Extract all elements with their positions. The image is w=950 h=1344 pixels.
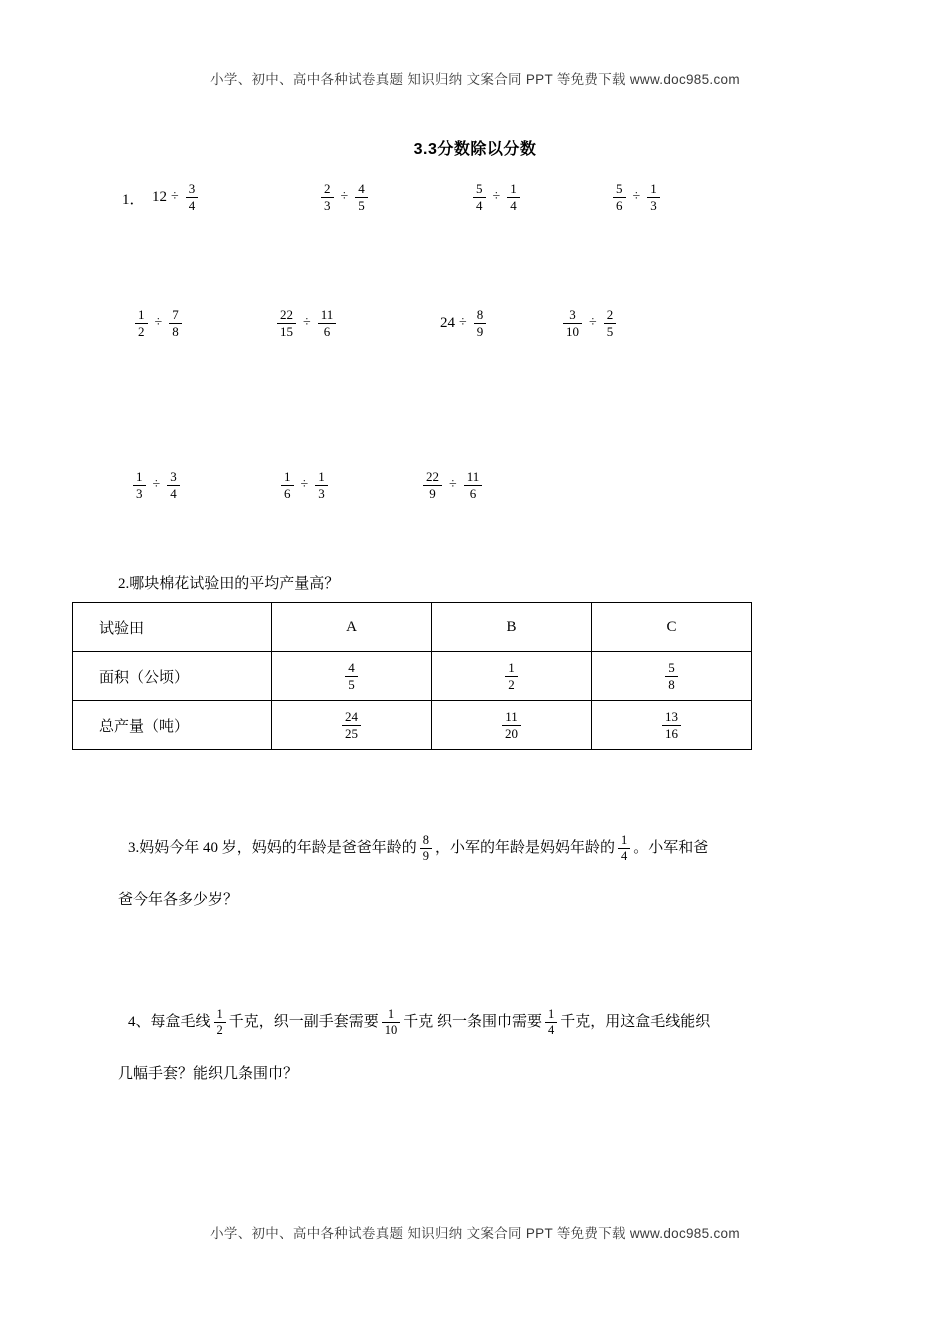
denominator: 6 <box>323 323 331 339</box>
fraction <box>169 308 182 338</box>
exercise-2-3 <box>440 308 489 338</box>
question-4-line-1 <box>128 1000 710 1044</box>
fraction <box>315 470 328 500</box>
table-header-row <box>73 603 752 652</box>
fraction <box>604 308 617 338</box>
fraction <box>281 470 294 500</box>
q3-text-part-2: ，小军的年龄是妈妈年龄的 <box>435 840 616 856</box>
denominator: 9 <box>429 485 436 501</box>
numerator: 1 <box>315 470 328 486</box>
numerator: 8 <box>420 834 432 849</box>
denominator: 2 <box>216 1023 223 1038</box>
cotton-field-table <box>72 602 752 750</box>
question-3-line-2: 爸今年各多少岁？ <box>118 892 239 908</box>
numerator: 11 <box>318 308 337 324</box>
exercise-3-3 <box>420 470 485 500</box>
numerator: 5 <box>473 182 486 198</box>
denominator: 8 <box>668 676 675 692</box>
fraction <box>647 182 660 212</box>
operator: ÷ <box>152 477 161 493</box>
numerator: 11 <box>464 470 483 486</box>
question-4-line-2: 几幅手套？能织几条围巾？ <box>118 1066 299 1082</box>
fraction <box>474 308 487 338</box>
fraction <box>423 470 442 500</box>
denominator: 4 <box>548 1023 555 1038</box>
row-label: 面积（公顷） <box>73 652 272 701</box>
denominator: 10 <box>566 323 579 339</box>
operator: ÷ <box>492 189 501 205</box>
table-row <box>73 652 752 701</box>
operator: ÷ <box>300 477 309 493</box>
fraction <box>563 308 582 338</box>
denominator: 10 <box>384 1023 398 1038</box>
denominator: 8 <box>172 323 179 339</box>
denominator: 5 <box>358 197 365 213</box>
numerator: 3 <box>563 308 582 324</box>
fraction <box>473 182 486 212</box>
q3-text-part-1: 3.妈妈今年 40 岁，妈妈的年龄是爸爸年龄的 <box>128 840 417 856</box>
numerator: 7 <box>169 308 182 324</box>
numerator: 1 <box>507 182 520 198</box>
fraction <box>618 834 630 863</box>
numerator: 1 <box>647 182 660 198</box>
question-1-number: 1． <box>122 192 145 208</box>
exercise-3-2 <box>278 470 331 500</box>
operator: ÷ <box>632 189 641 205</box>
operand-whole: 12 <box>152 188 167 205</box>
numerator: 1 <box>618 834 630 849</box>
numerator: 2 <box>321 182 334 198</box>
exercise-1-2 <box>318 182 371 212</box>
denominator: 4 <box>170 485 177 501</box>
denominator: 16 <box>665 725 678 741</box>
numerator: 4 <box>355 182 368 198</box>
numerator: 11 <box>502 710 521 726</box>
denominator: 9 <box>422 849 430 864</box>
numerator: 4 <box>345 661 358 677</box>
table-cell <box>272 652 432 701</box>
table-header-cell: 试验田 <box>73 603 272 652</box>
fraction <box>662 710 681 740</box>
fraction <box>345 661 358 691</box>
fraction <box>613 182 626 212</box>
operator: ÷ <box>589 315 597 331</box>
fraction <box>186 182 199 212</box>
denominator: 15 <box>280 323 293 339</box>
numerator: 1 <box>505 661 518 677</box>
fraction <box>505 661 518 691</box>
numerator: 1 <box>133 470 146 486</box>
numerator: 22 <box>423 470 442 486</box>
denominator: 4 <box>510 197 517 213</box>
denominator: 20 <box>505 725 518 741</box>
denominator: 4 <box>621 849 628 864</box>
numerator: 1 <box>545 1008 557 1023</box>
table-cell <box>592 652 752 701</box>
table-cell <box>432 701 592 750</box>
numerator: 5 <box>613 182 626 198</box>
denominator: 9 <box>476 323 484 339</box>
table-cell <box>592 701 752 750</box>
denominator: 5 <box>348 676 355 692</box>
fraction <box>545 1008 557 1037</box>
footer-watermark-note: 小学、初中、高中各种试卷真题 知识归纳 文案合同 PPT 等免费下载 www.doc985.com <box>210 1226 740 1241</box>
denominator: 3 <box>650 197 657 213</box>
numerator: 1 <box>214 1008 226 1023</box>
fraction <box>277 308 296 338</box>
q4-text-part-4: 千克，用这盒毛线能织 <box>560 1014 711 1030</box>
fraction <box>214 1008 226 1037</box>
denominator: 3 <box>324 197 331 213</box>
denominator: 6 <box>284 485 291 501</box>
q4-text-part-1: 4、每盒毛线 <box>128 1014 211 1030</box>
header-watermark-note: 小学、初中、高中各种试卷真题 知识归纳 文案合同 PPT 等免费下载 www.doc985.com <box>210 72 740 87</box>
exercise-1-3 <box>470 182 523 212</box>
fraction <box>420 834 432 863</box>
fraction <box>665 661 678 691</box>
row-label: 总产量（吨） <box>73 701 272 750</box>
page-title: 3.3分数除以分数 <box>413 141 537 158</box>
numerator: 24 <box>342 710 361 726</box>
denominator: 25 <box>345 725 358 741</box>
operator: ÷ <box>154 315 163 331</box>
fraction <box>355 182 368 212</box>
denominator: 5 <box>606 323 614 339</box>
table-header-cell: A <box>272 603 432 652</box>
denominator: 2 <box>508 676 515 692</box>
exercise-2-2 <box>274 308 339 338</box>
q4-text-part-3: 千克 织一条围巾需要 <box>403 1014 543 1030</box>
operator: ÷ <box>303 315 311 331</box>
fraction <box>464 470 483 500</box>
table-header-cell: B <box>432 603 592 652</box>
q3-text-part-3: 。小军和爸 <box>633 840 709 856</box>
exercise-2-4 <box>560 308 619 338</box>
table-header-cell: C <box>592 603 752 652</box>
numerator: 8 <box>474 308 487 324</box>
fraction <box>133 470 146 500</box>
numerator: 3 <box>186 182 199 198</box>
fraction <box>342 710 361 740</box>
numerator: 2 <box>604 308 617 324</box>
numerator: 5 <box>665 661 678 677</box>
table-cell <box>272 701 432 750</box>
fraction <box>167 470 180 500</box>
denominator: 2 <box>138 323 145 339</box>
table-cell <box>432 652 592 701</box>
numerator: 13 <box>662 710 681 726</box>
numerator: 1 <box>281 470 294 486</box>
operator: ÷ <box>171 189 179 205</box>
fraction <box>502 710 521 740</box>
exercise-3-1 <box>130 470 183 500</box>
numerator: 3 <box>167 470 180 486</box>
fraction <box>135 308 148 338</box>
denominator: 6 <box>616 197 623 213</box>
numerator: 1 <box>135 308 148 324</box>
exercise-1-1 <box>152 182 201 212</box>
operator: ÷ <box>449 477 457 493</box>
numerator: 22 <box>277 308 296 324</box>
denominator: 4 <box>188 197 196 213</box>
operator: ÷ <box>340 189 349 205</box>
exercise-1-4 <box>610 182 663 212</box>
exercise-2-1 <box>132 308 185 338</box>
fraction <box>382 1008 401 1037</box>
table-row <box>73 701 752 750</box>
operand-whole: 24 <box>440 314 455 331</box>
fraction <box>321 182 334 212</box>
fraction <box>318 308 337 338</box>
denominator: 3 <box>318 485 325 501</box>
question-3-line-1 <box>128 826 708 870</box>
denominator: 3 <box>136 485 143 501</box>
denominator: 6 <box>469 485 477 501</box>
q4-text-part-2: 千克，织一副手套需要 <box>228 1014 379 1030</box>
denominator: 4 <box>476 197 483 213</box>
operator: ÷ <box>459 315 467 331</box>
fraction <box>507 182 520 212</box>
numerator: 1 <box>382 1008 401 1023</box>
question-2-text: 2.哪块棉花试验田的平均产量高？ <box>118 576 340 592</box>
